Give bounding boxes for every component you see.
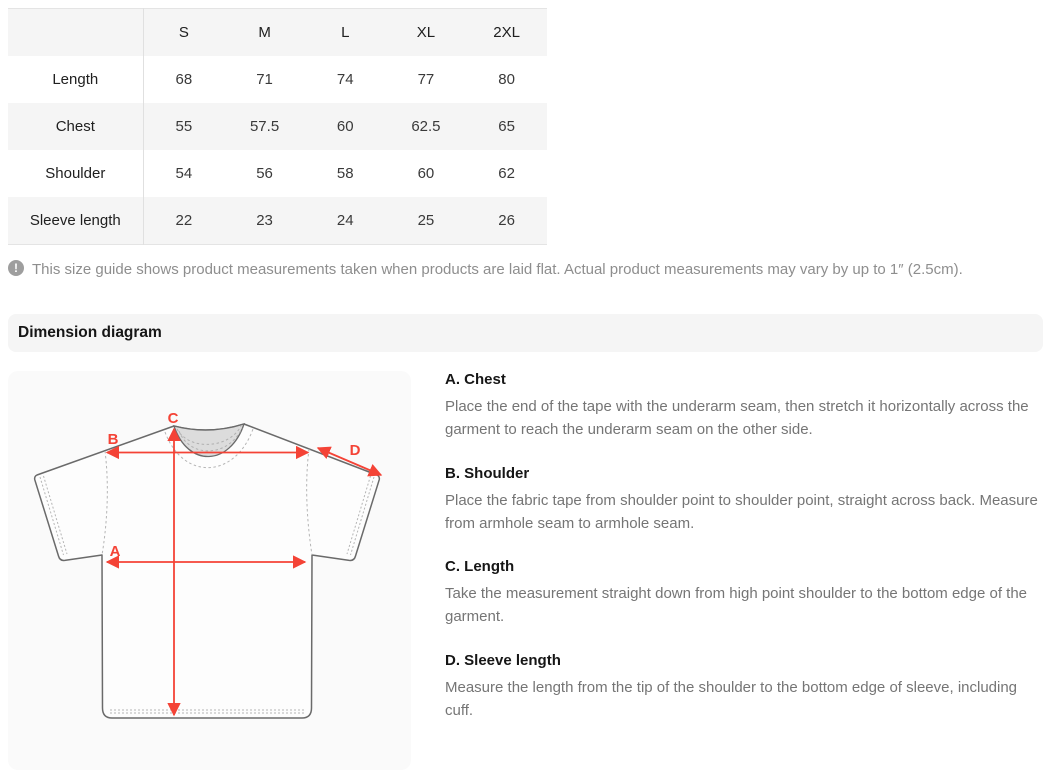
dimension-diagram-card: [8, 371, 411, 770]
size-table: [8, 8, 547, 245]
info-icon: !: [8, 260, 24, 276]
table-cell: 22: [175, 212, 193, 229]
measurement-heading-d: D. Sleeve length: [445, 651, 561, 669]
table-cell: 80: [498, 71, 515, 88]
table-cell: 24: [336, 212, 354, 229]
table-cell: 55: [175, 118, 193, 135]
table-cell: 25: [417, 212, 435, 229]
table-cell: 56: [256, 165, 273, 182]
note-text: This size guide shows product measurements taken when products are laid flat. Actual product measurements may vary by up to 1″ (2.5cm).: [32, 261, 963, 278]
table-cell: 58: [336, 165, 354, 182]
measurement-descriptions: [445, 371, 1043, 770]
table-cell: 26: [498, 212, 515, 229]
measurement-heading-a: A. Chest: [445, 371, 506, 388]
table-row: [8, 197, 547, 245]
table-cell: 74: [336, 71, 354, 88]
measurement-section-a: [445, 371, 1043, 442]
table-header-cell: M: [258, 24, 271, 41]
table-row-label: Sleeve length: [8, 197, 143, 245]
table-cell: 71: [256, 71, 273, 88]
table-row: [8, 150, 547, 197]
table-cell: 68: [175, 71, 193, 88]
tshirt-diagram: [8, 371, 411, 770]
tshirt-outline: [35, 424, 380, 718]
dimension-diagram-row: [8, 371, 1043, 770]
measurement-section-b: [445, 465, 1043, 536]
table-corner-cell: [8, 9, 143, 57]
table-cell: 60: [417, 165, 435, 182]
table-cell: 62: [498, 165, 515, 182]
section-title: Dimension diagram: [18, 324, 162, 341]
size-table-head: [8, 9, 547, 57]
table-header-cell: S: [178, 24, 189, 41]
table-row-label: Chest: [8, 103, 143, 150]
table-header-row: [8, 9, 547, 57]
table-cell: 54: [175, 165, 193, 182]
measurement-heading-b: B. Shoulder: [445, 464, 530, 482]
info-note: [8, 259, 1043, 280]
table-header-cell: XL: [416, 24, 436, 41]
arrow-label-a: A: [109, 543, 121, 560]
arrow-label-d: D: [349, 442, 361, 459]
measurement-description-b: Place the fabric tape from shoulder point to shoulder point, straight across back. Measure from armhole seam to armhole seam.: [445, 491, 1038, 532]
table-header-cell: 2XL: [493, 24, 520, 41]
measurement-description-c: Take the measurement straight down from high point shoulder to the bottom edge of the garment.: [445, 585, 1028, 626]
table-header-cell: L: [341, 24, 350, 41]
table-row: [8, 103, 547, 150]
section-header: [8, 314, 1043, 352]
table-row-label: Shoulder: [8, 150, 143, 197]
measurement-description-a: Place the end of the tape with the underarm seam, then stretch it horizontally across the garment to reach the underarm seam on the other side.: [445, 398, 1029, 439]
table-cell: 23: [256, 212, 273, 229]
size-table-body: [8, 56, 547, 245]
arrow-label-c: C: [167, 410, 179, 427]
table-cell: 57.5: [249, 118, 280, 135]
measurement-heading-c: C. Length: [445, 558, 515, 575]
table-cell: 65: [498, 118, 515, 135]
arrow-label-b: B: [107, 431, 119, 448]
measurement-description-d: Measure the length from the tip of the shoulder to the bottom edge of sleeve, including cuff.: [445, 678, 1018, 719]
measurement-section-c: [445, 558, 1043, 629]
measurement-section-d: [445, 652, 1043, 723]
table-row: [8, 56, 547, 103]
table-cell: 77: [417, 71, 435, 88]
table-cell: 62.5: [411, 118, 441, 135]
table-cell: 60: [336, 118, 354, 135]
table-row-label: Length: [8, 56, 143, 103]
